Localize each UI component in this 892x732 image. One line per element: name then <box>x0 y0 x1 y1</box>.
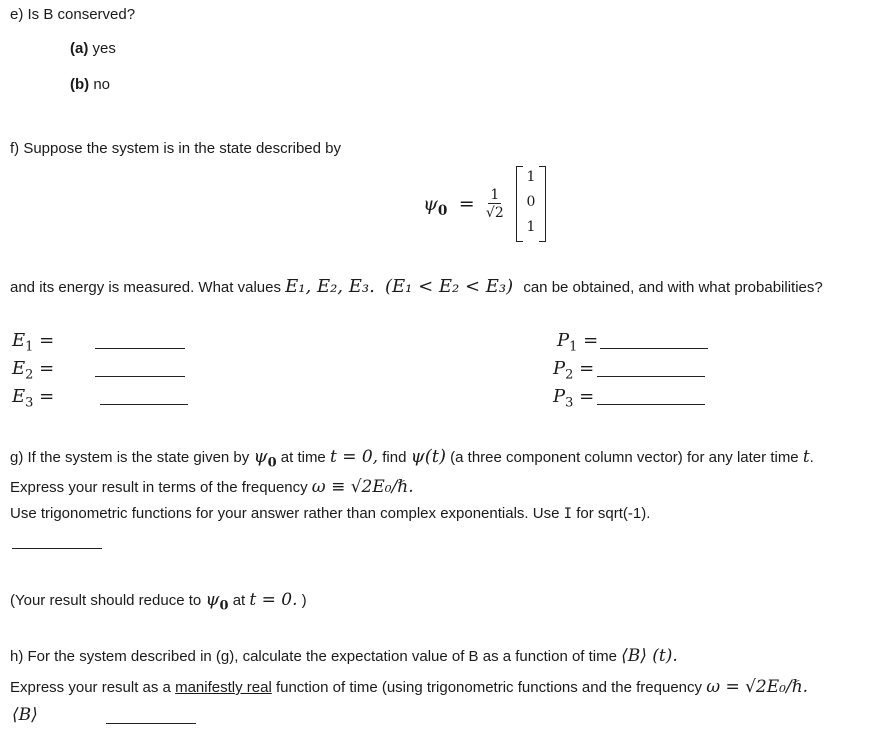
label-p2: $P_2$ = <box>553 358 595 383</box>
option-b-text: no <box>89 76 111 93</box>
t-symbol: t <box>802 447 810 467</box>
answer-e1-blank[interactable] <box>95 347 185 349</box>
omega-definition: ω ≡ √2E₀/ℏ. <box>311 477 414 497</box>
note-text-b: at <box>228 592 250 609</box>
omega-expression: ω = √2E₀/ℏ. <box>706 677 809 697</box>
equals-sign: = <box>458 193 475 215</box>
psi-symbol: ψ <box>423 193 438 215</box>
answer-p2-blank[interactable] <box>597 375 705 377</box>
option-a-text: yes <box>88 40 116 57</box>
question-h-line2 <box>10 677 808 697</box>
psi-t: ψ(t) <box>410 446 446 467</box>
answer-b-blank[interactable] <box>106 722 196 724</box>
psi0-inline: $\psi_0$ <box>253 446 277 471</box>
g-text-c: find <box>378 449 411 466</box>
g-line3-text-a: Use trigonometric functions for your answer rather than complex exponentials. Use <box>10 505 564 522</box>
answer-e3-blank[interactable] <box>100 403 188 405</box>
h-line2-text-b: function of time (using trigonometric functions and the frequency <box>271 679 707 696</box>
measure-text-1: and its energy is measured. What values <box>10 279 286 296</box>
energies-list: E₁, E₂, E₃. <box>285 276 375 297</box>
state-vector <box>516 166 546 240</box>
question-e: e) Is B conserved? <box>10 6 136 23</box>
g-line3-text-b: for sqrt(-1). <box>572 505 651 522</box>
psi0-equation <box>423 184 504 231</box>
fraction-numerator: 1 <box>490 187 500 204</box>
h-line2-text-a: Express your result as a <box>10 679 176 696</box>
label-b-expectation: ⟨B⟩ <box>12 705 38 725</box>
g-line2-text: Express your result in terms of the frequency <box>10 479 312 496</box>
label-p1: $P_1$ = <box>557 330 599 355</box>
option-b[interactable] <box>70 76 110 93</box>
answer-psi-t-blank[interactable] <box>12 547 102 549</box>
g-text-d: (a three component column vector) for any later time <box>446 449 803 466</box>
note-t-zero: t = 0. <box>249 590 298 610</box>
question-f-intro: f) Suppose the system is in the state described by <box>10 140 342 157</box>
fraction-denominator: √2 <box>485 205 504 222</box>
vector-entry-3: 1 <box>526 219 536 235</box>
t-zero: t = 0, <box>329 447 379 467</box>
answer-p1-blank[interactable] <box>600 347 708 349</box>
label-e3: $E_3$ = <box>12 386 55 411</box>
answer-e2-blank[interactable] <box>95 375 185 377</box>
energy-ordering: (E₁ < E₂ < E₃) <box>385 276 514 297</box>
question-f-measure <box>10 276 823 297</box>
psi-subscript: 0 <box>437 202 448 219</box>
measure-text-2: can be obtained, and with what probabilities? <box>523 279 823 296</box>
vector-entry-2: 0 <box>526 194 536 210</box>
g-text-b: at time <box>276 449 330 466</box>
normalization-fraction <box>486 187 504 222</box>
question-g-line2 <box>10 477 414 497</box>
note-text-d: ) <box>297 592 307 609</box>
vector-entry-1: 1 <box>526 169 536 185</box>
answer-p3-blank[interactable] <box>597 403 705 405</box>
question-g-line3 <box>10 505 650 522</box>
option-a[interactable] <box>70 40 116 57</box>
label-p3: $P_3$ = <box>553 386 595 411</box>
question-g-line1: g) If the system is the state given by $\psi_0$ at time t = 0, find ψ(t) (a three component column vector) for any later time t. <box>10 446 814 471</box>
question-g-note <box>10 589 307 614</box>
option-b-letter: (b) <box>70 76 90 93</box>
g-text-a: g) If the system is the state given by <box>10 449 254 466</box>
note-text-a: (Your result should reduce to <box>10 592 206 609</box>
question-h-line1 <box>10 646 678 666</box>
h-text: h) For the system described in (g), calculate the expectation value of B as a function of time <box>10 648 622 665</box>
psi0-note: $\psi_0$ <box>205 589 229 614</box>
label-e1: $E_1$ = <box>12 330 55 355</box>
manifestly-real-link[interactable]: manifestly real <box>175 679 272 696</box>
label-e2: $E_2$ = <box>12 358 55 383</box>
option-a-letter: (a) <box>70 40 89 57</box>
imaginary-unit: I <box>563 506 573 522</box>
expectation-value: ⟨B⟩ (t). <box>621 646 678 666</box>
